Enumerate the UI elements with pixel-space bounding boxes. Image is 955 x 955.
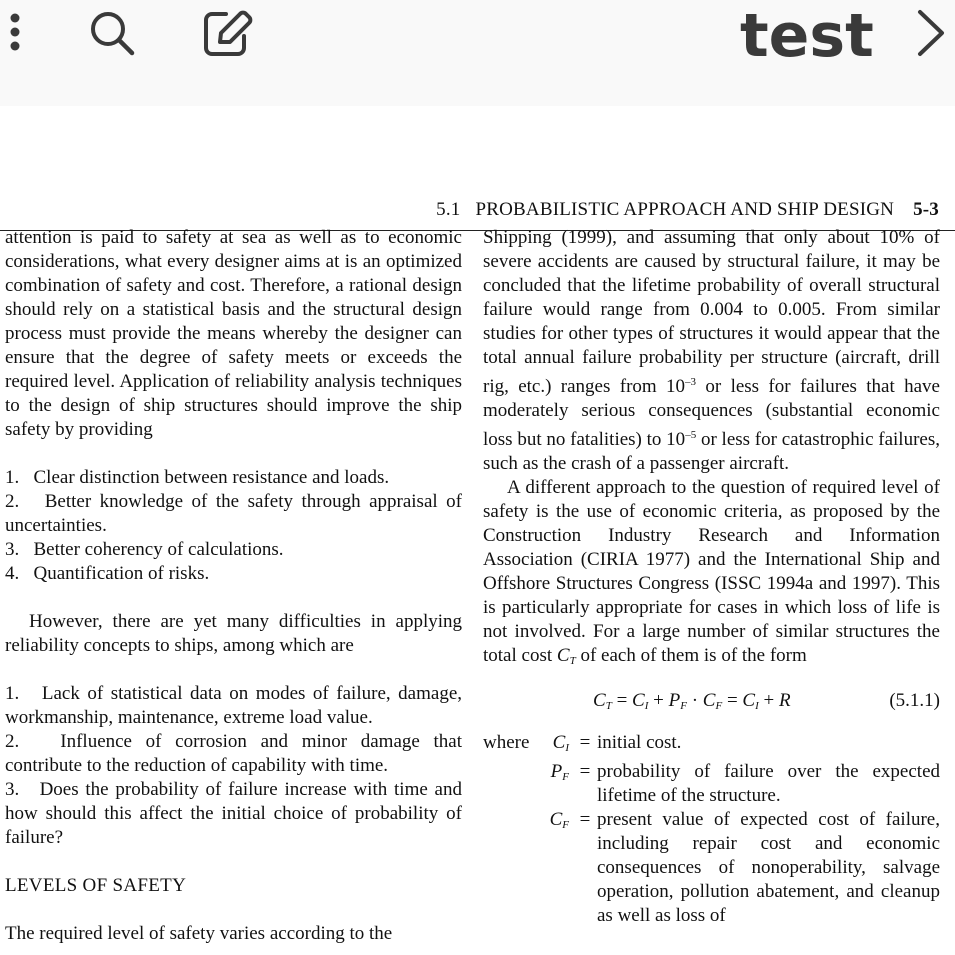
document-title: test — [740, 1, 874, 71]
definition-item: where $C_I$ = initial cost. — [483, 731, 940, 760]
where-label: where — [483, 732, 530, 753]
definition-text: present value of expected cost of failure, including repair cost and economic consequences of nonoperability, salvage operation, pollution abatement, and cleanup as well as loss of — [597, 809, 940, 926]
equation-expression: $C_T = C_I + P_F \cdot C_F = C_I + R$ — [593, 690, 791, 712]
section-heading: LEVELS OF SAFETY — [5, 875, 187, 896]
list-item: 2. Influence of corrosion and minor damage that contribute to the reduction of capability with time. — [5, 731, 462, 776]
right-column — [483, 226, 940, 928]
list-item: 2. Better knowledge of the safety through appraisal of uncertainties. — [5, 491, 462, 536]
definition-item: $C_F$ = present value of expected cost of failure, including repair cost and economic consequences of nonoperability, salvage operation, pollution abatement, and cleanup as well as loss of — [483, 808, 940, 928]
definitions-list — [483, 731, 940, 928]
paragraph: attention is paid to safety at sea as well as to economic considerations, what every designer aims at is an optimized combination of safety and cost. Therefore, a rational design should rely on a statistical basis and the structural design process must provide the means whereby the designer can ensure that the degree of safety meets or exceeds the required level. Application of reliability analysis techniques to the design of ship structures should improve the ship safety by providing — [5, 227, 462, 440]
left-column — [5, 226, 462, 946]
paragraph: However, there are yet many difficulties in applying reliability concepts to ships, among which are — [5, 611, 462, 656]
search-icon[interactable] — [86, 7, 138, 59]
running-header — [436, 199, 939, 221]
definition-symbol: $C_I$ — [552, 732, 569, 754]
list-item: 1. Clear distinction between resistance and loads. — [5, 467, 390, 488]
equation-number: (5.1.1) — [889, 690, 940, 711]
paragraph: A different approach to the question of required level of safety is the use of economic criteria, as proposed by the Construction Industry Research and Information Association (CIRIA 1977) and the International Ship and Offshore Structures Congress (ISSC 1994a and 1997). This is particularly appropriate for cases in which loss of life is not involved. For a large number of similar structures the total cost $C_T$ of each of them is of the form — [483, 477, 940, 667]
paragraph: Shipping (1999), and assuming that only about 10% of severe accidents are caused by structural failure, it may be concluded that the lifetime probability of overall structural failure would range from 0.004 to 0.005. From similar studies for other types of structures it would appear that the total annual failure probability per structure (aircraft, drill rig, etc.) ranges from $10^{-3}$ or less for failures that have moderately serious consequences (substantial economic loss but no fatalities) to $10^{-5}$ or less for catastrophic failures, such as the crash of a passenger aircraft. — [483, 227, 940, 474]
section-title: PROBABILISTIC APPROACH AND SHIP DESIGN — [475, 199, 895, 220]
more-vertical-icon[interactable] — [0, 8, 30, 56]
definition-symbol: $P_F$ — [550, 761, 569, 783]
page-number: 5-3 — [913, 199, 939, 220]
benefits-list — [5, 466, 462, 586]
list-item: 4. Quantification of risks. — [5, 563, 210, 584]
edit-icon[interactable] — [200, 6, 256, 60]
list-item: 3. Better coherency of calculations. — [5, 539, 284, 560]
definition-text: probability of failure over the expected lifetime of the structure. — [597, 761, 940, 806]
difficulties-list — [5, 682, 462, 850]
list-item: 1. Lack of statistical data on modes of failure, damage, workmanship, maintenance, extreme load value. — [5, 683, 462, 728]
document-page — [0, 106, 955, 955]
definition-text: initial cost. — [597, 732, 682, 753]
chevron-right-icon[interactable] — [912, 8, 948, 58]
top-toolbar — [0, 0, 955, 107]
paragraph: The required level of safety varies according to the — [5, 923, 393, 944]
definition-item: $P_F$ = probability of failure over the expected lifetime of the structure. — [483, 760, 940, 808]
equation-5-1-1 — [483, 689, 940, 713]
list-item: 3. Does the probability of failure increase with time and how should this affect the initial choice of probability of failure? — [5, 779, 462, 848]
section-number: 5.1 — [436, 199, 461, 220]
definition-symbol: $C_F$ — [549, 809, 569, 831]
